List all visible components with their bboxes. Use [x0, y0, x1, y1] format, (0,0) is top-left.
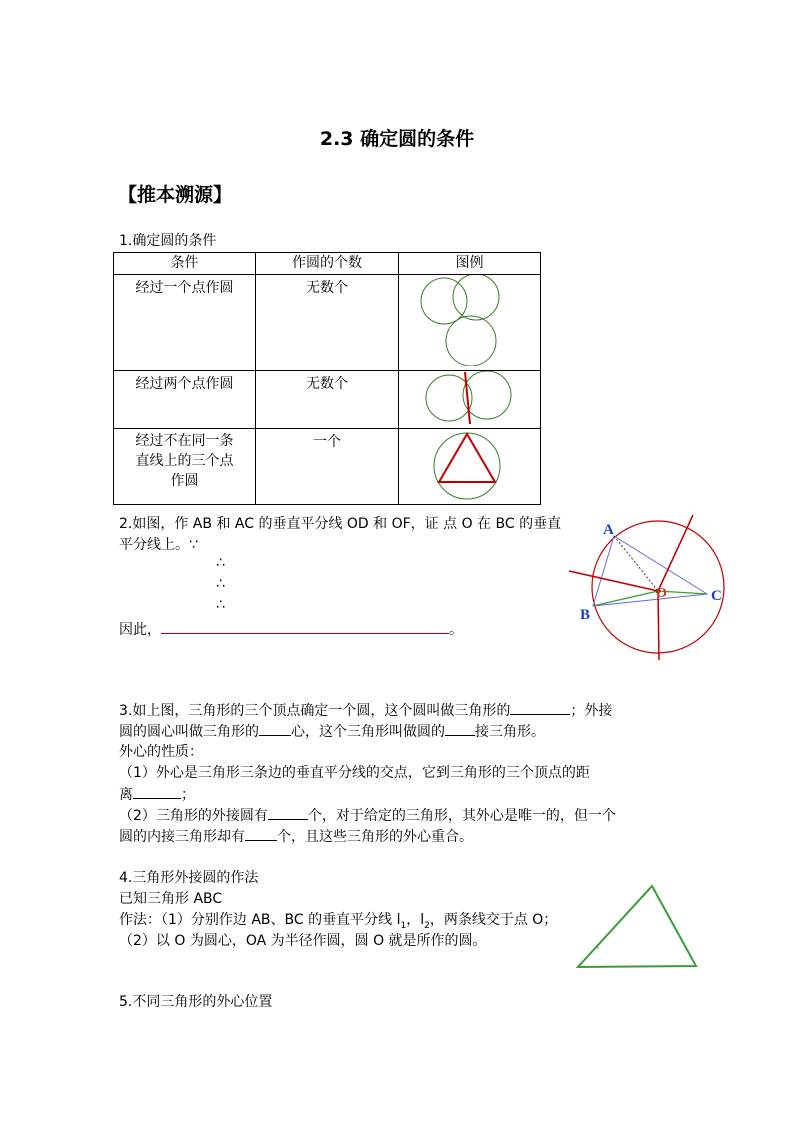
blank-count-1[interactable] — [268, 805, 308, 820]
row3-count: 一个 — [256, 429, 399, 505]
s3-line2: 圆的圆心叫做三角形的 心，这个三角形叫做圆的 接三角形。 — [119, 721, 545, 742]
row1-figure — [399, 275, 541, 371]
inscribed-triangle — [439, 434, 495, 482]
s4-step2: （2）以 O 为圆心，OA 为半径作圆，圆 O 就是所作的圆。 — [119, 933, 487, 949]
table-row — [114, 371, 541, 429]
therefore-3: ∴ — [216, 597, 225, 613]
s5-heading: 5.不同三角形的外心位置 — [119, 994, 273, 1010]
s3-line5: 离 ； — [119, 784, 195, 805]
answer-blank[interactable] — [161, 619, 449, 634]
segment-ob — [593, 591, 658, 606]
two-point-circles-figure — [399, 371, 540, 424]
s1-heading: 1.确定圆的条件 — [119, 233, 217, 249]
s3-line1: 3.如上图，三角形的三个顶点确定一个圆，这个圆叫做三角形的 ；外接 — [119, 700, 612, 721]
circle-2 — [463, 371, 511, 419]
circumcircle — [434, 433, 500, 499]
row1-condition: 经过一个点作圆 — [114, 275, 256, 371]
blank-center[interactable] — [259, 721, 291, 736]
circle-2 — [453, 275, 499, 320]
header-count: 作圆的个数 — [256, 253, 399, 275]
triangle-abc-figure — [575, 882, 701, 972]
circumcenter-figure — [565, 512, 735, 662]
therefore-1: ∴ — [216, 555, 225, 571]
s2-conclusion: 因此， 。 — [119, 619, 463, 640]
bisector-bc — [658, 591, 659, 660]
section-heading: 【推本溯源】 — [118, 184, 233, 206]
header-condition: 条件 — [114, 253, 256, 275]
s3-line7: 圆的内接三角形却有 个，且这些三角形的外心重合。 — [119, 826, 473, 847]
s2-line1: 2.如图，作 AB 和 AC 的垂直平分线 OD 和 OF，证 点 O 在 BC 的垂直 — [119, 516, 562, 532]
label-c: C — [711, 588, 722, 604]
bisector-ac — [658, 515, 693, 591]
row3-figure — [399, 429, 541, 505]
blank-distance[interactable] — [133, 784, 181, 799]
s3-line3: 外心的性质： — [119, 744, 203, 760]
blank-circumcircle[interactable] — [510, 700, 570, 715]
s2-line2: 平分线上。∵ — [119, 537, 198, 553]
s4-given: 已知三角形 ABC — [119, 891, 223, 907]
row2-figure — [399, 371, 541, 429]
row2-count: 无数个 — [256, 371, 399, 429]
blank-count-2[interactable] — [245, 826, 277, 841]
table-header-row — [114, 253, 541, 275]
conditions-table — [113, 252, 541, 505]
perpendicular-bisector — [465, 372, 470, 424]
therefore-2: ∴ — [216, 576, 225, 592]
row1-count: 无数个 — [256, 275, 399, 371]
page-title: 2.3 确定圆的条件 — [319, 128, 475, 150]
s4-heading: 4.三角形外接圆的作法 — [119, 870, 259, 886]
s3-line6: （2）三角形的外接圆有 个，对于给定的三角形，其外心是唯一的，但一个 — [119, 805, 616, 826]
s3-line4: （1）外心是三角形三条边的垂直平分线的交点，它到三角形的三个顶点的距 — [119, 765, 590, 781]
label-b: B — [580, 607, 591, 623]
row3-condition: 经过不在同一条 直线上的三个点 作圆 — [114, 429, 256, 505]
blank-inscribed[interactable] — [445, 721, 475, 736]
triangle-abc — [593, 536, 707, 606]
circle-1 — [421, 278, 467, 324]
s4-step1: 作法：（1）分别作边 AB、BC 的垂直平分线 $l_1$，$l_2$，两条线交于点 O； — [119, 912, 558, 931]
row2-condition: 经过两个点作圆 — [114, 371, 256, 429]
three-point-circle-figure — [399, 429, 540, 500]
label-o: O — [656, 586, 667, 601]
table-row — [114, 275, 541, 371]
one-point-circles-figure — [399, 275, 540, 366]
table-row — [114, 429, 541, 505]
label-a: A — [603, 522, 614, 538]
circle-3 — [446, 316, 496, 366]
marker-dot — [597, 947, 599, 949]
header-figure: 图例 — [399, 253, 541, 275]
triangle — [578, 886, 696, 967]
